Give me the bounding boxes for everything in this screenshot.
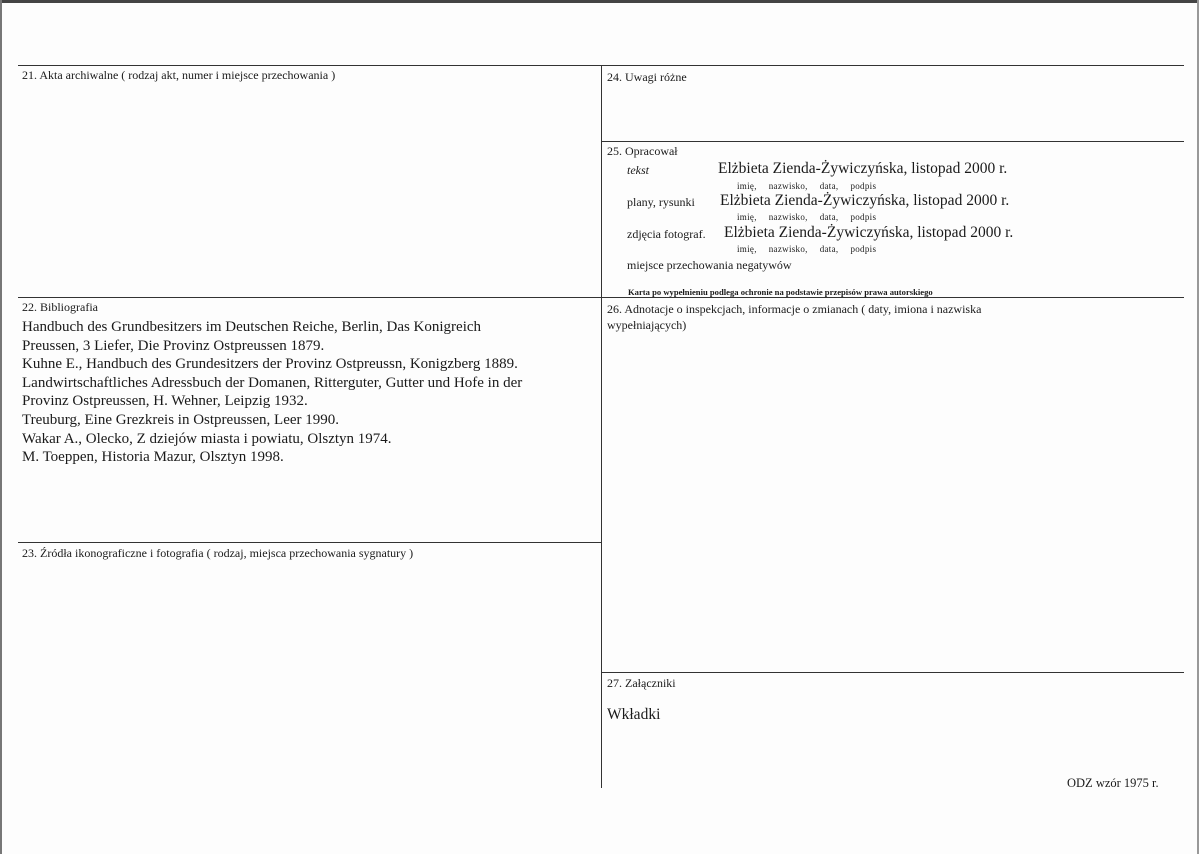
bibliography-line: Kuhne E., Handbuch des Grundesitzers der Provinz Ostpreussn, Konigzberg 1889. xyxy=(22,356,518,373)
section-27-label: 27. Załączniki xyxy=(607,676,676,690)
bibliography-list xyxy=(22,318,522,467)
bibliography-line: M. Toeppen, Historia Mazur, Olsztyn 1998. xyxy=(22,449,284,466)
copyright-note: Karta po wypełnieniu podlega ochronie na podstawie przepisów prawa autorskiego xyxy=(628,287,933,297)
opr-key-plany: plany, rysunki xyxy=(627,195,695,209)
section-24-label: 24. Uwagi różne xyxy=(607,70,687,84)
bibliography-line: Wakar A., Olecko, Z dziejów miasta i powiatu, Olsztyn 1974. xyxy=(22,430,392,447)
bibliography-line: Preussen, 3 Liefer, Die Provinz Ostpreussen 1879. xyxy=(22,337,325,354)
opr-caption-1: imię, nazwisko, data, podpis xyxy=(737,181,877,191)
rule-25-26 xyxy=(601,297,1184,298)
section-25-label: 25. Opracował xyxy=(607,144,678,158)
page-edge-top xyxy=(0,0,1199,3)
section-26-label-line1: 26. Adnotacje o inspekcjach, informacje o zmianach ( daty, imiona i nazwiska xyxy=(607,302,982,316)
bibliography-line: Treuburg, Eine Grezkreis in Ostpreussen, Leer 1990. xyxy=(22,411,340,428)
attachments-content: Wkładki xyxy=(607,706,661,723)
section-23-label: 23. Źródła ikonograficzne i fotografia ( rodzaj, miejsca przechowania sygnatury ) xyxy=(22,546,414,560)
bibliography-line: Landwirtschaftliches Adressbuch der Domanen, Ritterguter, Gutter und Hofe in der xyxy=(22,374,523,391)
column-divider xyxy=(601,65,602,788)
rule-21-22 xyxy=(18,297,601,298)
opr-caption-2: imię, nazwisko, data, podpis xyxy=(737,212,877,222)
opr-value-tekst: Elżbieta Zienda-Żywiczyńska, listopad 2000 r. xyxy=(718,160,1008,177)
opr-caption-3: imię, nazwisko, data, podpis xyxy=(737,244,877,254)
rule-24-25 xyxy=(601,141,1184,142)
section-21-label: 21. Akta archiwalne ( rodzaj akt, numer i miejsce przechowania ) xyxy=(22,68,336,82)
page-edge-left xyxy=(0,0,2,854)
bibliography-line: Provinz Ostpreussen, H. Wehner, Leipzig 1932. xyxy=(22,393,308,410)
opr-key-zdjecia: zdjęcia fotograf. xyxy=(627,227,706,241)
rule-22-23 xyxy=(18,542,601,543)
opr-value-plany: Elżbieta Zienda-Żywiczyńska, listopad 2000 r. xyxy=(720,192,1010,209)
negatives-location-label: miejsce przechowania negatywów xyxy=(627,258,792,272)
opr-value-zdjecia: Elżbieta Zienda-Żywiczyńska, listopad 2000 r. xyxy=(724,224,1014,241)
form-version-footer: ODZ wzór 1975 r. xyxy=(1067,776,1159,790)
section-22-label: 22. Bibliografia xyxy=(22,300,98,314)
opr-key-tekst: tekst xyxy=(627,163,649,177)
bibliography-line: Handbuch des Grundbesitzers im Deutschen Reiche, Berlin, Das Konigreich xyxy=(22,319,482,335)
rule-26-27 xyxy=(601,672,1184,673)
section-26-label-line2: wypełniających) xyxy=(607,318,687,332)
